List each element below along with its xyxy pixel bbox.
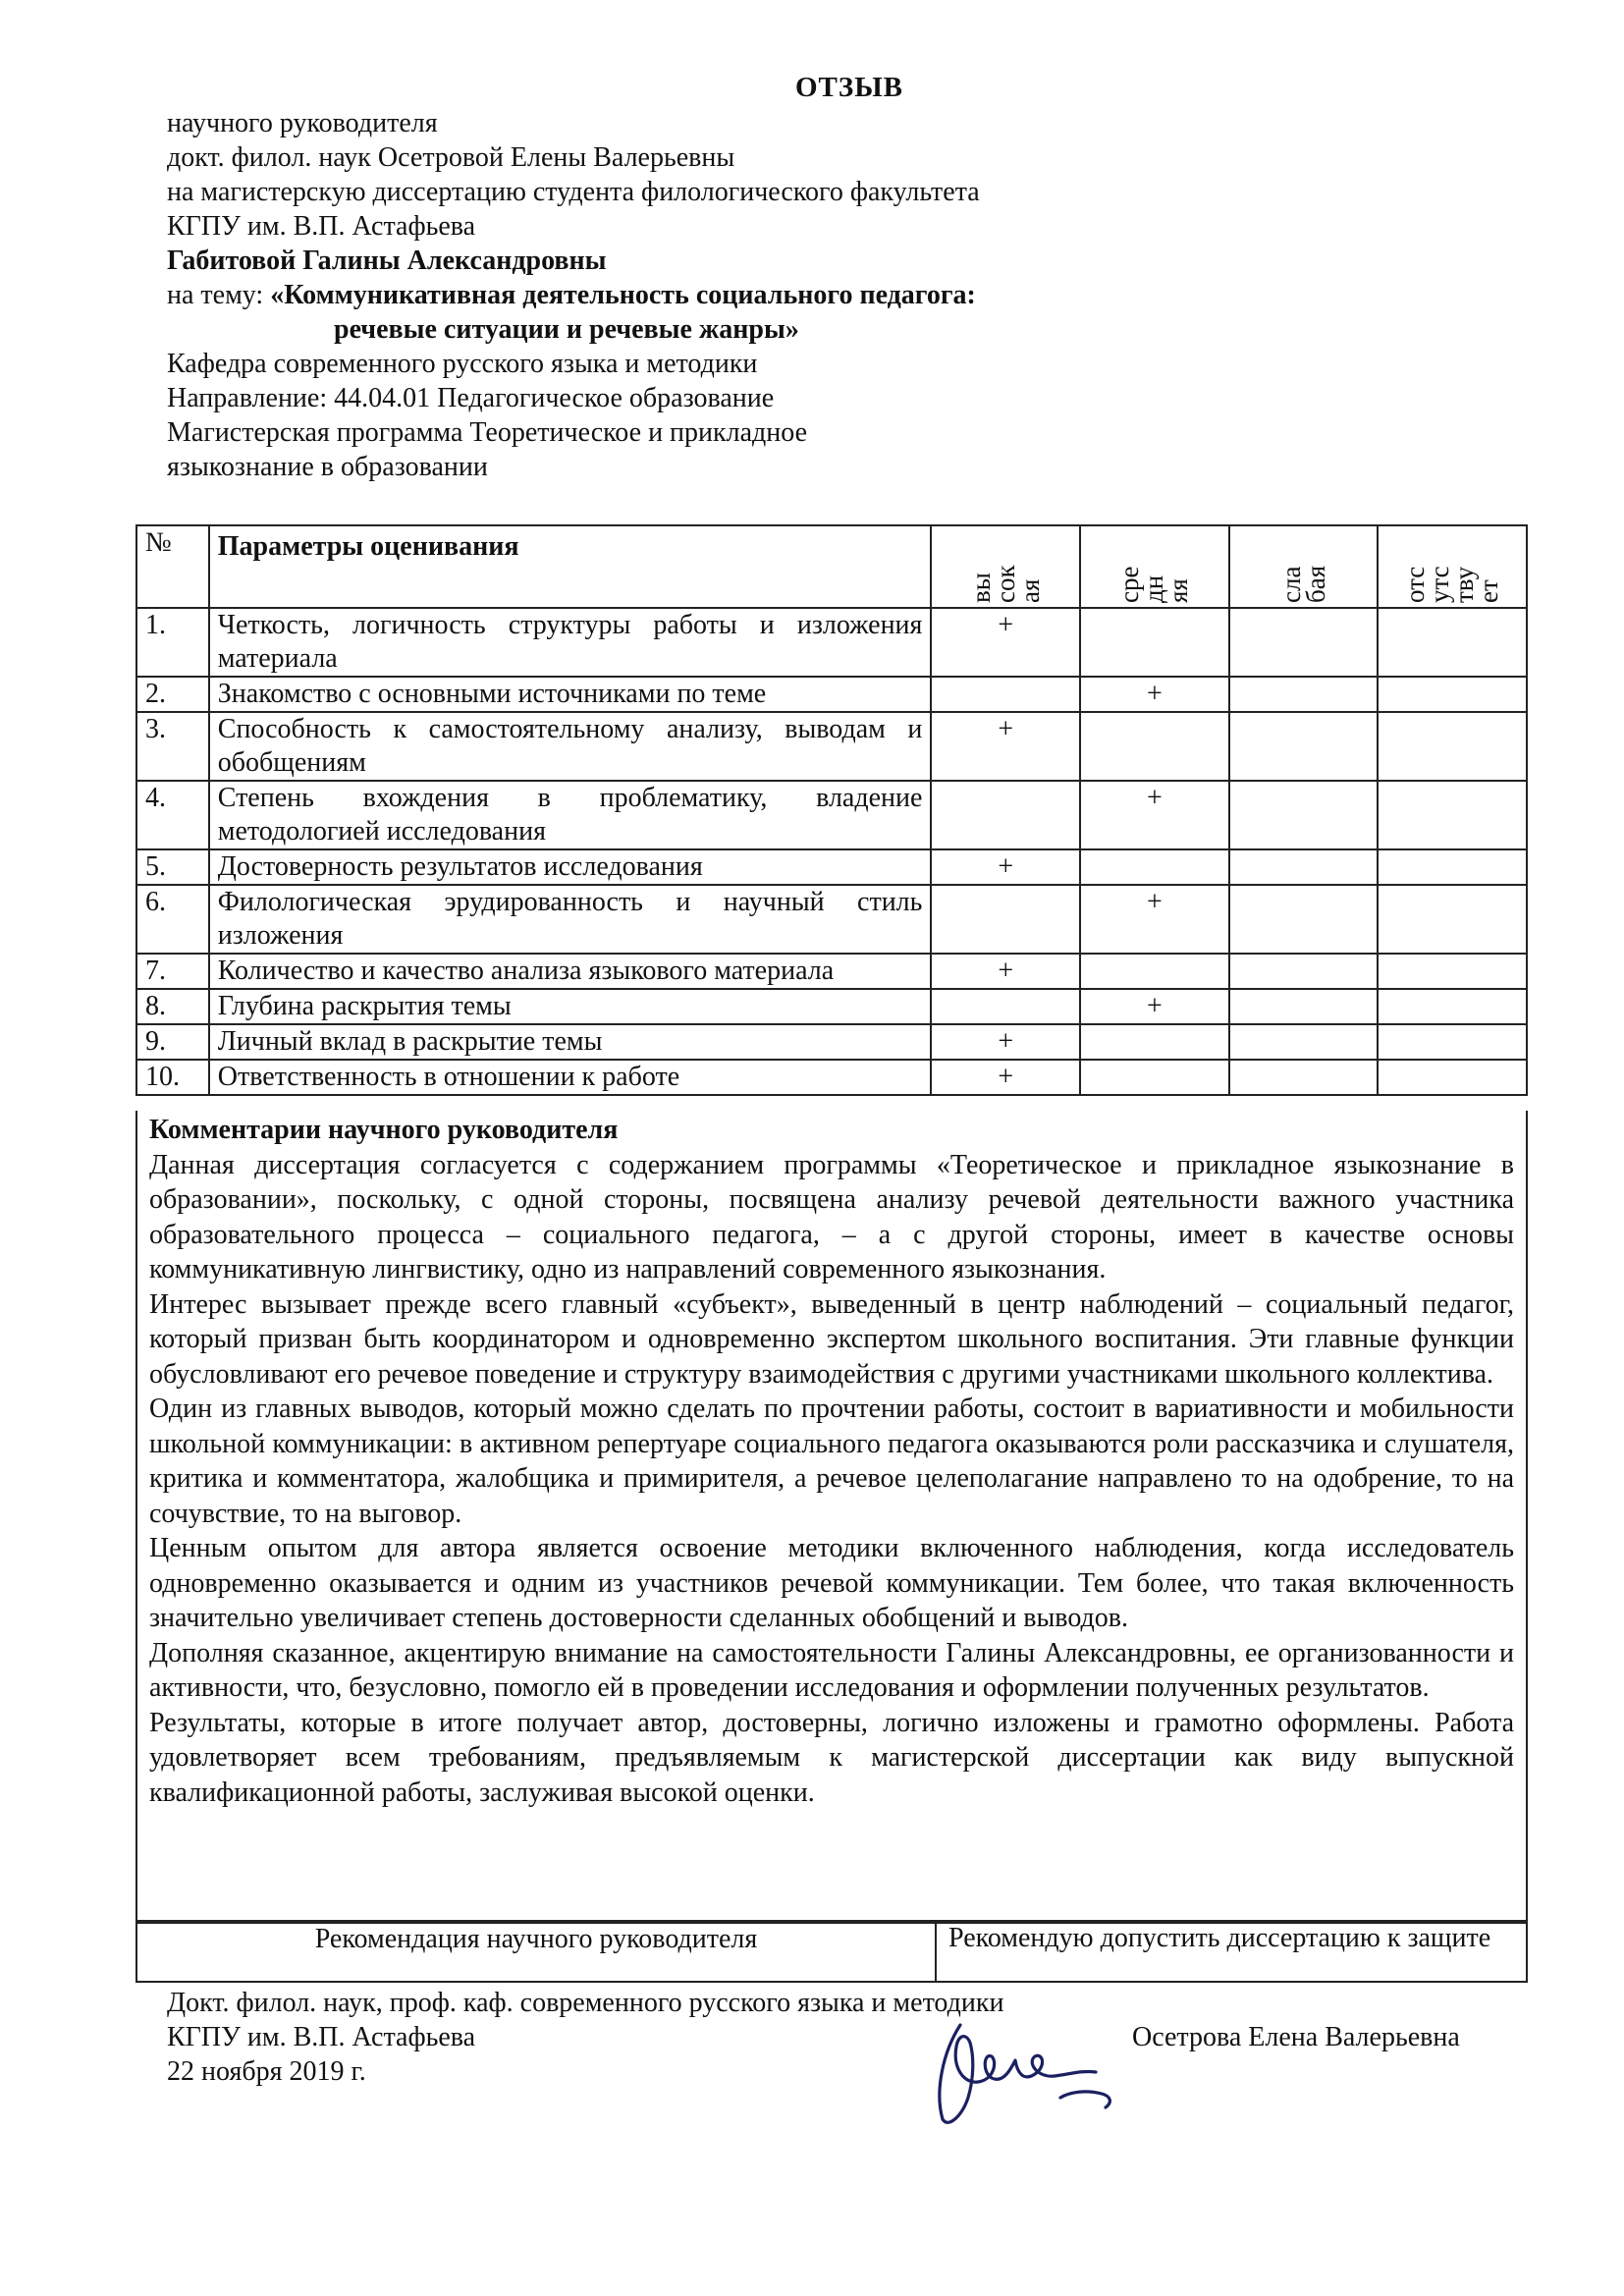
row-parameter: Достоверность результатов исследования [209, 849, 932, 885]
evaluation-table [135, 524, 1528, 1096]
signer-org: КГПУ им. В.П. Астафьева [167, 2022, 476, 2052]
info-line: Магистерская программа Теоретическое и прикладное [167, 417, 808, 448]
comment-paragraph: Дополняя сказанное, акцентирую внимание на самостоятельности Галины Александровны, ее организованности и активности, что, безусловно, помогло ей в проведении исследования и оформлении полученных результатов. [149, 1637, 1514, 1703]
mark-cell [1229, 885, 1379, 954]
mark-cell [1229, 1060, 1379, 1095]
comment-paragraph: Результаты, которые в итоге получает автор, достоверны, логично изложены и грамотно оформлены. Работа удовлетворяет всем требованиям, предъявляемым к магистерской диссертации как виду выпускной квалификационной работы, заслуживая высокой оценки. [149, 1707, 1514, 1808]
supervisor-comments [135, 1111, 1528, 1922]
mark-cell [1229, 712, 1379, 781]
header-line: КГПУ им. В.П. Астафьева [167, 211, 476, 242]
mark-cell: + [1080, 885, 1229, 954]
mark-cell [1378, 677, 1527, 712]
table-header-row [136, 525, 1527, 608]
topic-line [167, 278, 1542, 312]
mark-cell [1080, 1060, 1229, 1095]
row-parameter: Знакомство с основными источниками по теме [209, 677, 932, 712]
mark-cell: + [931, 954, 1080, 989]
col-level-weak [1229, 525, 1379, 608]
student-name: Габитовой Галины Александровны [167, 246, 607, 276]
row-parameter: Ответственность в отношении к работе [209, 1060, 932, 1095]
header-line: на магистерскую диссертацию студента филологического факультета [167, 177, 980, 207]
row-number: 2. [136, 677, 209, 712]
comments-heading: Комментарии научного руководителя [149, 1115, 619, 1145]
mark-cell: + [931, 1024, 1080, 1060]
table-row [136, 1060, 1527, 1095]
mark-cell [1378, 712, 1527, 781]
row-parameter: Личный вклад в раскрытие темы [209, 1024, 932, 1060]
mark-cell [1378, 989, 1527, 1024]
recommendation-value: Рекомендую допустить диссертацию к защите [948, 1923, 1491, 1953]
mark-cell [1378, 954, 1527, 989]
mark-cell: + [931, 849, 1080, 885]
row-parameter: Четкость, логичность структуры работы и изложения материала [209, 608, 932, 677]
header-line: докт. филол. наук Осетровой Елены Валерьевны [167, 142, 735, 173]
document-header [167, 106, 1542, 484]
comment-paragraph: Данная диссертация согласуется с содержанием программы «Теоретическое и прикладное языкознание в образовании», поскольку, с одной стороны, посвящена анализу речевой деятельности важного участника образовательного процесса – социального педагога, – а с другой стороны, имеет в качестве основы коммуникативную лингвистику, одно из направлений современного языкознания. [149, 1149, 1514, 1285]
row-number: 10. [136, 1060, 209, 1095]
mark-cell: + [1080, 781, 1229, 849]
mark-cell: + [1080, 989, 1229, 1024]
topic-prefix: на тему: [167, 280, 271, 310]
table-row [136, 1024, 1527, 1060]
mark-cell [1229, 849, 1379, 885]
table-row [136, 677, 1527, 712]
col-number-header: № [136, 525, 209, 608]
row-number: 4. [136, 781, 209, 849]
level-label: отс утс тву ет [1400, 566, 1504, 603]
mark-cell [1229, 781, 1379, 849]
mark-cell [1229, 989, 1379, 1024]
mark-cell [1080, 712, 1229, 781]
table-row [136, 781, 1527, 849]
mark-cell [931, 677, 1080, 712]
signer-name: Осетрова Елена Валерьевна [1132, 2022, 1460, 2052]
table-row [136, 608, 1527, 677]
comment-paragraph: Ценным опытом для автора является освоение методики включенного наблюдения, когда исследователь одновременно оказывается и одним из участников речевой коммуникации. Тем более, что такая включенность значительно увеличивает степень достоверности сделанных обобщений и выводов. [149, 1533, 1514, 1633]
table-row [136, 849, 1527, 885]
mark-cell [1378, 849, 1527, 885]
mark-cell [1229, 954, 1379, 989]
mark-cell: + [1080, 677, 1229, 712]
recommendation-label: Рекомендация научного руководителя [137, 1924, 937, 1981]
row-number: 9. [136, 1024, 209, 1060]
table-row [136, 712, 1527, 781]
mark-cell: + [931, 608, 1080, 677]
handwritten-signature [913, 2013, 1159, 2131]
row-number: 1. [136, 608, 209, 677]
comment-paragraph: Один из главных выводов, который можно сделать по прочтении работы, состоит в вариативности и мобильности школьной коммуникации: в активном репертуаре социального педагога оказываются роли рассказчика и слушателя, критика и комментатора, жалобщика и примирителя, а речевое целеполагание направлено то на одобрение, то на сочувствие, то на выговор. [149, 1394, 1514, 1529]
info-line: Направление: 44.04.01 Педагогическое образование [167, 383, 775, 413]
row-number: 8. [136, 989, 209, 1024]
level-label: вы сок ая [965, 565, 1045, 603]
mark-cell [1378, 885, 1527, 954]
mark-cell [1378, 781, 1527, 849]
document-date: 22 ноября 2019 г. [167, 2056, 366, 2087]
info-line: языкознание в образовании [167, 452, 488, 482]
table-row [136, 954, 1527, 989]
mark-cell [931, 989, 1080, 1024]
level-label: сла бая [1275, 565, 1330, 603]
topic-title-2: речевые ситуации и речевые жанры» [334, 314, 799, 345]
table-row [136, 989, 1527, 1024]
topic-title-1: «Коммуникативная деятельность социального педагога: [270, 280, 976, 310]
row-number: 3. [136, 712, 209, 781]
row-parameter: Глубина раскрытия темы [209, 989, 932, 1024]
mark-cell [1080, 954, 1229, 989]
col-level-absent [1378, 525, 1527, 608]
signer-position: Докт. филол. наук, проф. каф. современного русского языка и методики [167, 1988, 1004, 2018]
row-number: 7. [136, 954, 209, 989]
mark-cell [1378, 608, 1527, 677]
header-line: научного руководителя [167, 108, 438, 138]
mark-cell [1229, 677, 1379, 712]
col-level-high [931, 525, 1080, 608]
mark-cell: + [931, 1060, 1080, 1095]
row-parameter: Степень вхождения в проблематику, владение методологией исследования [209, 781, 932, 849]
mark-cell [1080, 849, 1229, 885]
mark-cell [1378, 1024, 1527, 1060]
mark-cell [1229, 608, 1379, 677]
row-parameter: Способность к самостоятельному анализу, выводам и обобщениям [209, 712, 932, 781]
mark-cell [1080, 608, 1229, 677]
row-parameter: Филологическая эрудированность и научный стиль изложения [209, 885, 932, 954]
comment-paragraph: Интерес вызывает прежде всего главный «субъект», выведенный в центр наблюдений – социальный педагог, который призван быть координатором и одновременно экспертом школьного воспитания. Эти главные функции обусловливают его речевое поведение и структуру взаимодействия с другими участниками школьного коллектива. [149, 1288, 1514, 1390]
row-parameter: Количество и качество анализа языкового материала [209, 954, 932, 989]
row-number: 5. [136, 849, 209, 885]
recommendation-row [135, 1922, 1528, 1983]
info-line: Кафедра современного русского языка и методики [167, 349, 758, 379]
table-row [136, 885, 1527, 954]
mark-cell [1229, 1024, 1379, 1060]
mark-cell [1378, 1060, 1527, 1095]
col-params-header: Параметры оценивания [209, 525, 932, 608]
mark-cell: + [931, 712, 1080, 781]
mark-cell [931, 885, 1080, 954]
col-level-medium [1080, 525, 1229, 608]
mark-cell [931, 781, 1080, 849]
level-label: сре дн яя [1114, 566, 1194, 603]
document-title: ОТЗЫВ [794, 72, 904, 103]
row-number: 6. [136, 885, 209, 954]
mark-cell [1080, 1024, 1229, 1060]
